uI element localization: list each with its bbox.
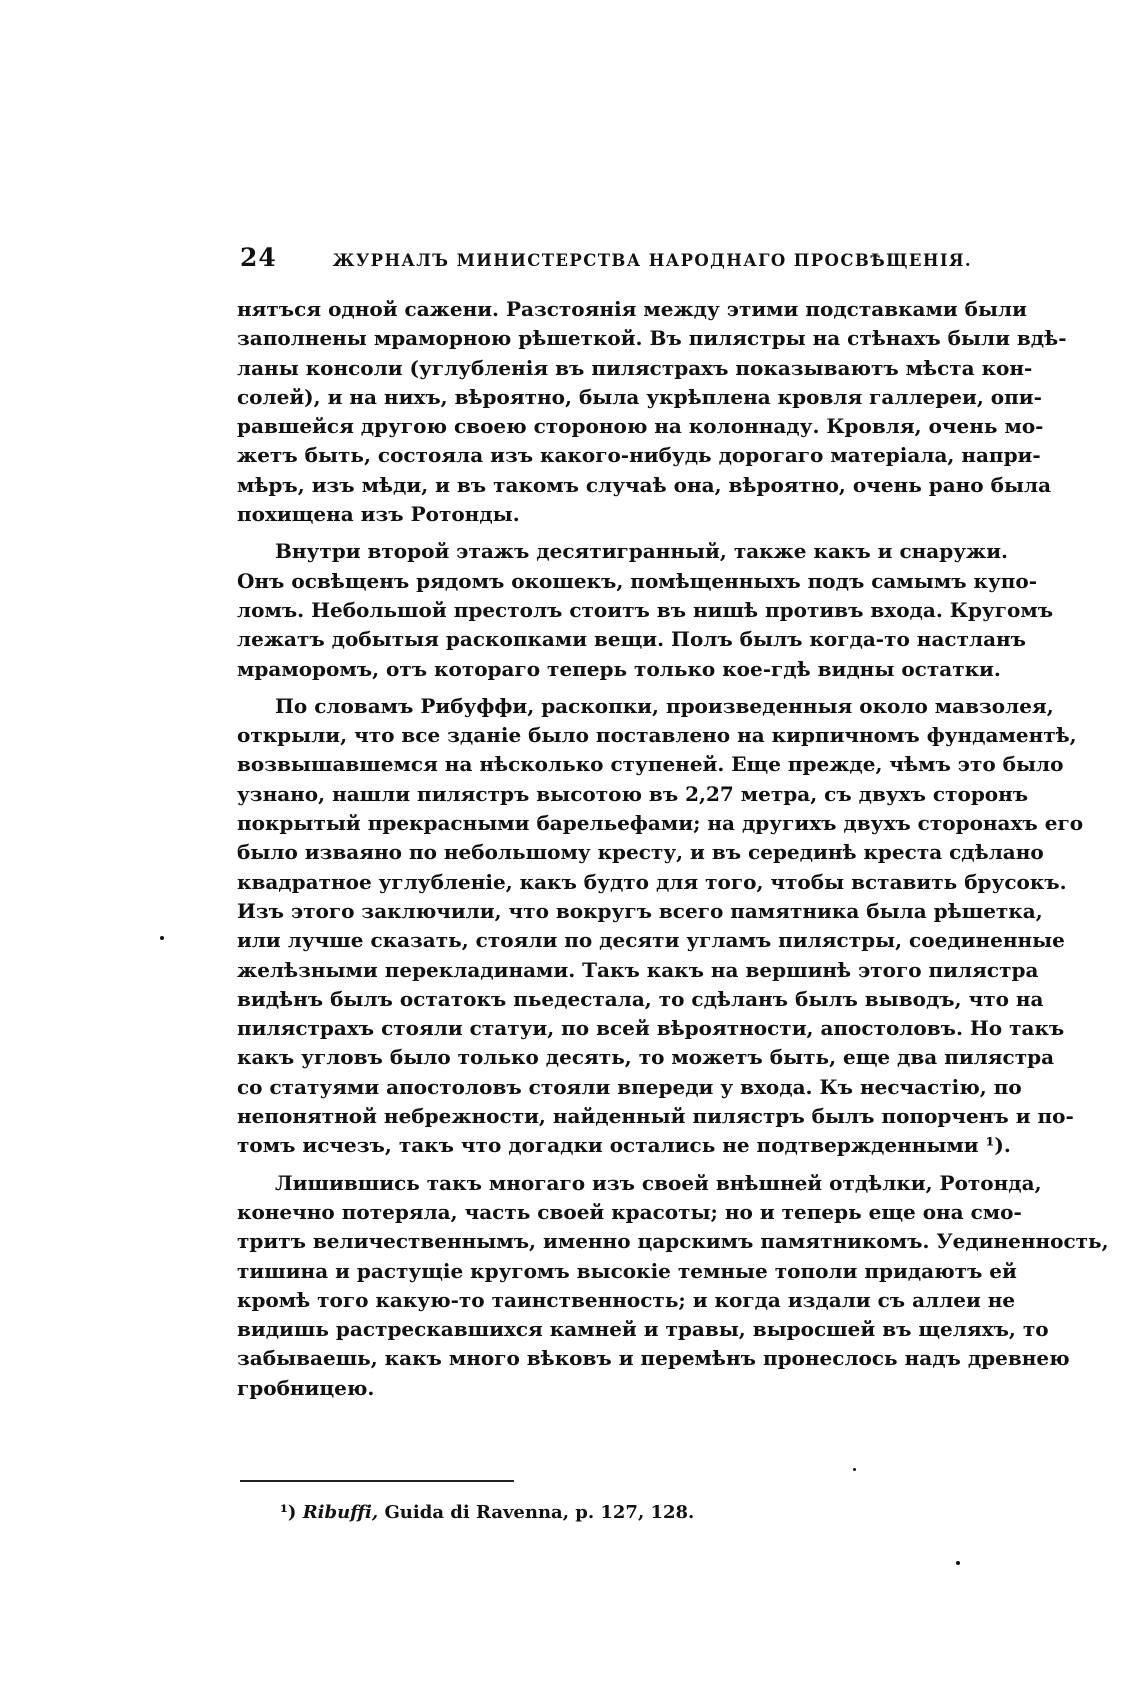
- paragraph-4: [237, 1169, 1109, 1403]
- text-line: возвышавшемся на нѣсколько ступеней. Еще прежде, чѣмъ это было: [237, 752, 1064, 777]
- text-line: Лишившись такъ многаго изъ своей внѣшней отдѣлки, Ротонда,: [275, 1170, 1042, 1195]
- text-line: нятъся одной сажени. Разстоянія между этими подставками были: [237, 297, 1027, 321]
- print-speck: [160, 936, 164, 940]
- text-line: какъ угловъ было только десять, то можетъ быть, еще два пилястра: [237, 1045, 1055, 1070]
- paragraph-2: [237, 537, 1054, 683]
- print-speck: [956, 1561, 960, 1565]
- text-line: пилястрахъ стояли статуи, по всей вѣроятности, апостоловъ. Но такъ: [237, 1016, 1065, 1041]
- text-line: квадратное углубленіе, какъ будто для того, чтобы вставить брусокъ.: [237, 869, 1067, 894]
- text-line: гробницею.: [237, 1375, 375, 1400]
- text-line: Внутри второй этажъ десятигранный, также какъ и снаружи.: [275, 539, 1008, 564]
- text-line: равшейся другою своею стороною на колоннаду. Кровля, очень мо-: [237, 414, 1044, 439]
- text-line: забываешь, какъ много вѣковъ и перемѣнъ пронеслось надъ древнею: [237, 1346, 1070, 1371]
- body-text: [237, 295, 1109, 1403]
- text-line: тишина и растущіе кругомъ высокіе темные тополи придаютъ ей: [237, 1258, 1017, 1283]
- footnote-author: Ribuffi,: [302, 1502, 379, 1523]
- text-line: лежатъ добытыя раскопками вещи. Полъ былъ когда-то настланъ: [237, 627, 1027, 652]
- text-line: Изъ этого заключили, что вокругъ всего памятника была рѣшетка,: [237, 898, 1043, 923]
- text-line: со статуями апостоловъ стояли впереди у входа. Къ несчастію, по: [237, 1074, 1022, 1099]
- text-line: ланы консоли (углубленія въ пилястрахъ показываютъ мѣста кон-: [237, 355, 1033, 380]
- text-line: было изваяно по небольшому кресту, и въ серединѣ креста сдѣлано: [237, 840, 1044, 865]
- text-line: или лучше сказать, стояли по десяти угламъ пилястры, соединенные: [237, 928, 1065, 953]
- paragraph-1: [237, 295, 1067, 529]
- running-head: ЖУРНАЛЪ МИНИСТЕРСТВА НАРОДНАГО ПРОСВѢЩЕНІЯ.: [332, 251, 973, 270]
- footnote: [280, 1502, 880, 1523]
- page-header: [240, 243, 973, 275]
- footnote-rule: [240, 1480, 514, 1482]
- text-line: жетъ быть, состояла изъ какого-нибудь дорогаго матеріала, напри-: [237, 443, 1041, 468]
- paragraph-3: [237, 692, 1084, 1161]
- text-line: ломъ. Небольшой престолъ стоитъ въ нишѣ противъ входа. Кругомъ: [237, 597, 1054, 622]
- text-line: желѣзными перекладинами. Такъ какъ на вершинѣ этого пилястра: [237, 957, 1039, 982]
- text-line: открыли, что все зданіе было поставлено на кирпичномъ фундаментѣ,: [237, 723, 1077, 748]
- text-line: солей), и на нихъ, вѣроятно, была укрѣплена кровля галлереи, опи-: [237, 384, 1042, 409]
- text-line: кромѣ того какую-то таинственность; и когда издали съ аллеи не: [237, 1287, 1016, 1312]
- text-line: Онъ освѣщенъ рядомъ окошекъ, помѣщенныхъ подъ самымъ купо-: [237, 568, 1038, 593]
- text-line: тритъ величественнымъ, именно царскимъ памятникомъ. Уединенность,: [237, 1229, 1109, 1254]
- text-line: узнано, нашли пилястръ высотою въ 2,27 метра, съ двухъ сторонъ: [237, 781, 1029, 806]
- footnote-marker: ¹): [280, 1502, 297, 1523]
- footnote-text: Guida di Ravenna, p. 127, 128.: [384, 1502, 695, 1523]
- text-line: заполнены мраморною рѣшеткой. Въ пилястры на стѣнахъ были вдѣ-: [237, 326, 1067, 351]
- text-line: похищена изъ Ротонды.: [237, 502, 520, 527]
- print-speck: [853, 1468, 856, 1471]
- text-line: видѣнъ былъ остатокъ пьедестала, то сдѣланъ былъ выводъ, что на: [237, 986, 1044, 1011]
- text-line: По словамъ Рибуффи, раскопки, произведенныя около мавзолея,: [275, 693, 1054, 718]
- text-line: томъ исчезъ, такъ что догадки остались не подтвержденными ¹).: [237, 1133, 1011, 1158]
- text-line: непонятной небрежности, найденный пилястръ былъ попорченъ и по-: [237, 1104, 1074, 1129]
- text-line: конечно потеряла, часть своей красоты; но и теперь еще она смо-: [237, 1199, 1022, 1224]
- page-number: 24: [240, 243, 277, 272]
- text-line: мраморомъ, отъ котораго теперь только кое-гдѣ видны остатки.: [237, 656, 1001, 681]
- text-line: покрытый прекрасными барельефами; на другихъ двухъ сторонахъ его: [237, 811, 1084, 836]
- text-line: видишь растрескавшихся камней и травы, выросшей въ щеляхъ, то: [237, 1317, 1049, 1342]
- text-line: мѣръ, изъ мѣди, и въ такомъ случаѣ она, вѣроятно, очень рано была: [237, 472, 1052, 497]
